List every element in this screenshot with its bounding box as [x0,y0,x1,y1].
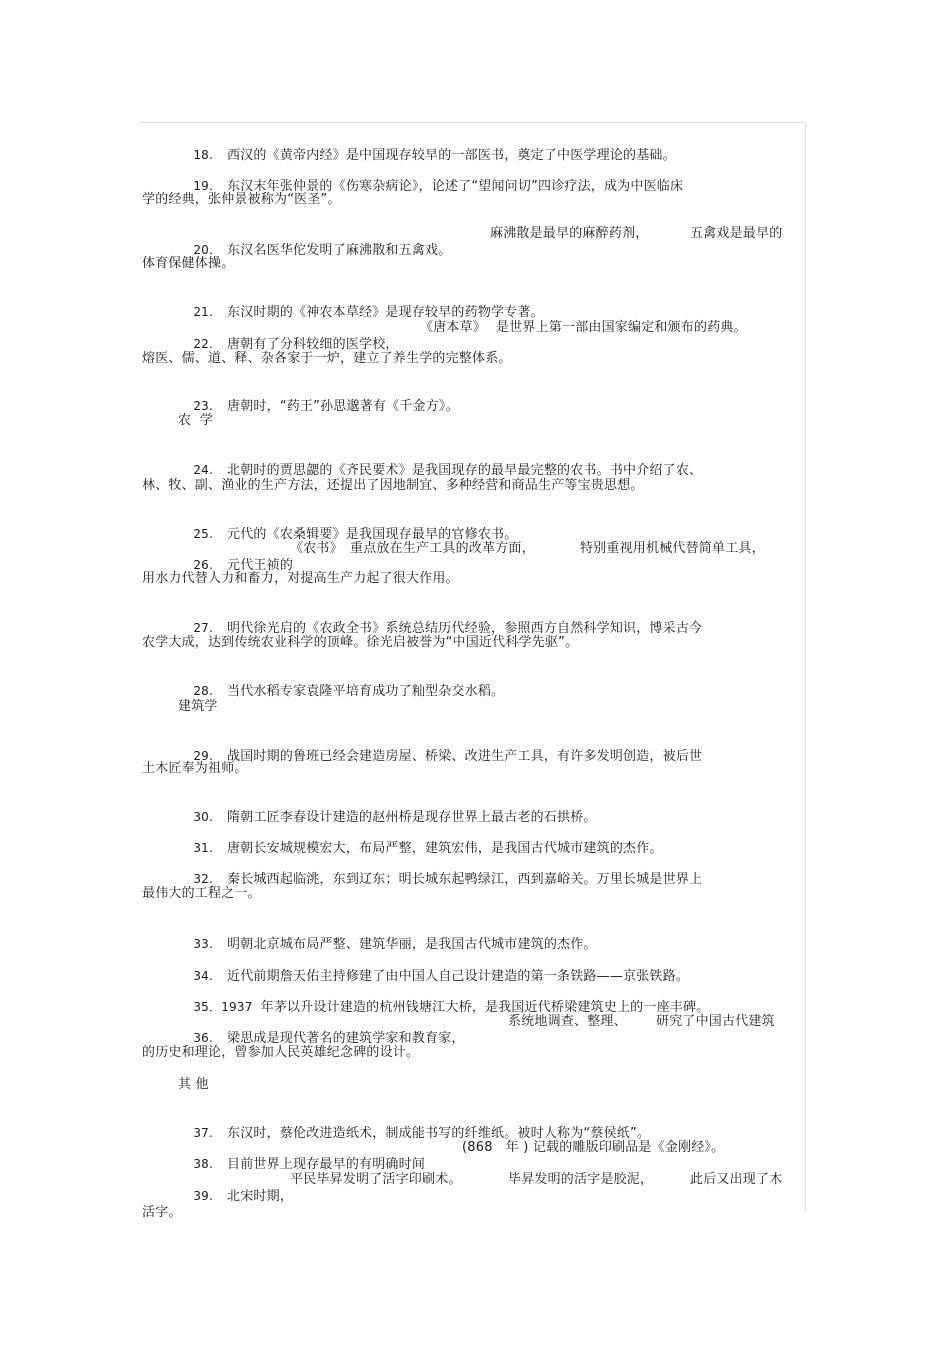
item-36-segment-3: 研究了中国古代建筑 [656,1014,775,1029]
item-28 [176,667,504,716]
item-text-segment: 唐朝有了分科较细的医学校， [227,337,399,352]
item-number: 18. [193,148,214,162]
item-text: 明代徐光启的《农政全书》系统总结历代经验，参照西方自然科学知识，博采古今 [227,621,703,636]
item-text: 元代的《农桑辑要》是我国现存最早的官修农书。 [227,527,518,542]
item-text: 近代前期詹天佑主持修建了由中国人自己设计建造的第一条铁路——京张铁路。 [227,969,690,984]
item-36-continuation: 的历史和理论，曾参加人民英雄纪念碑的设计。 [142,1045,420,1060]
item-24-continuation: 林、牧、副、渔业的生产方法，还提出了因地制宜、多种经营和商品生产等宝贵思想。 [142,478,644,493]
item-number: 37. [193,1126,214,1140]
page-border-right [805,122,806,1212]
item-number: 26. [193,558,214,572]
item-number: 35．1937 [193,1000,253,1014]
item-27-continuation: 农学大成，达到传统农业科学的顶峰。徐光启被誉为“中国近代科学先驱”。 [142,635,579,650]
item-text-segment: 梁思成是现代著名的建筑学家和教育家， [227,1031,465,1046]
item-number: 19. [193,179,214,193]
item-number: 30. [193,810,214,824]
item-22-continuation: 熔医、儒、道、释、杂各家于一炉，建立了养生学的完整体系。 [142,351,512,366]
item-number: 23. [193,399,214,413]
item-number: 36. [193,1031,214,1045]
item-text: 当代水稻专家袁隆平培育成功了籼型杂交水稻。 [227,684,505,699]
item-number: 22. [193,337,214,351]
item-number: 28. [193,684,214,698]
item-text: 战国时期的鲁班已经会建造房屋、桥梁、改进生产工具，有许多发明创造，被后世 [227,749,703,764]
item-23 [176,382,459,431]
item-number: 27. [193,621,214,635]
item-20-continuation: 体育保健体操。 [142,256,235,271]
item-20-segment-3: 五禽戏是最早的 [690,226,783,241]
item-20-segment-2: 麻沸散是最早的麻醉药剂， [490,226,649,241]
item-number: 32. [193,872,214,886]
item-22-segment-3: 是世界上第一部由国家编定和颁布的药典。 [496,320,747,335]
item-number: 33. [193,937,214,951]
section-heading-agriculture: 农 学 [178,413,214,428]
item-26-segment-2: 《农书》 [290,541,343,556]
item-19-continuation: 学的经典，张仲景被称为“医圣”。 [142,192,341,207]
item-number: 21. [193,305,214,319]
item-number: 39. [193,1189,214,1203]
item-text: 秦长城西起临洮，东到辽东；明长城东起鸭绿江，西到嘉峪关。万里长城是世界上 [227,872,703,887]
item-26-continuation: 用水力代替人力和畜力，对提高生产力起了很大作用。 [142,571,459,586]
item-text: 明朝北京城布局严整、建筑华丽，是我国古代城市建筑的杰作。 [227,937,597,952]
item-text: 唐朝长安城规模宏大，布局严整，建筑宏伟，是我国古代城市建筑的杰作。 [227,841,663,856]
item-number: 29. [193,749,214,763]
item-38-segment-2: (868 年 ) 记载的雕版印刷品是《金刚经》。 [462,1140,725,1155]
item-text: 隋朝工匠李春设计建造的赵州桥是现存世界上最古老的石拱桥。 [227,810,597,825]
item-text-segment: 元代王祯的 [227,558,294,573]
section-heading-other: 其 他 [178,1077,209,1092]
item-text-segment: 北宋时期， [227,1189,294,1204]
item-text: 东汉末年张仲景的《伤寒杂病论》，论述了“望闻问切”四诊疗法，成为中医临床 [227,179,684,194]
item-36-segment-2: 系统地调查、整理、 [508,1014,627,1029]
page-border-top [140,122,806,123]
item-number: 38. [193,1157,214,1171]
item-text-segment: 东汉名医华佗发明了麻沸散和五禽戏。 [227,243,452,258]
item-text-segment: 目前世界上现存最早的有明确时间 [227,1157,426,1172]
item-text: 东汉时，蔡伦改进造纸术，制成能书写的纤维纸。被时人称为“蔡侯纸”。 [227,1126,651,1141]
item-number: 31. [193,841,214,855]
item-text: 北朝时的贾思勰的《齐民要术》是我国现存的最早最完整的农书。书中介绍了农、 [227,463,703,478]
section-heading-architecture: 建筑学 [178,699,218,714]
item-number: 34. [193,969,214,983]
item-39-segment-2: 平民毕昇发明了活字印刷术。 [290,1172,462,1187]
item-39 [176,1172,293,1221]
item-number: 24. [193,463,214,477]
item-text: 唐朝时，“药王”孙思邈著有《千金方》。 [227,399,459,414]
item-39-continuation: 活字。 [142,1205,182,1220]
item-29-continuation: 土木匠奉为祖师。 [142,761,248,776]
item-39-segment-4: 此后又出现了木 [690,1172,783,1187]
item-text: 西汉的《黄帝内经》是中国现存较早的一部医书，奠定了中医学理论的基础。 [227,148,676,163]
item-32-continuation: 最伟大的工程之一。 [142,886,261,901]
item-number: 20. [193,243,214,257]
item-26-segment-3: 重点放在生产工具的改革方面， [350,541,535,556]
item-text: 年茅以升设计建造的杭州钱塘江大桥，是我国近代桥梁建筑史上的一座丰碑。 [260,1000,710,1015]
item-22-segment-2: 《唐本草》 [420,320,487,335]
item-number: 25. [193,527,214,541]
item-39-segment-3: 毕昇发明的活字是胶泥， [508,1172,654,1187]
item-26-segment-4: 特别重视用机械代替简单工具， [580,541,765,556]
item-text: 东汉时期的《神农本草经》是现存较早的药物学专著。 [227,305,544,320]
item-29 [176,732,702,781]
